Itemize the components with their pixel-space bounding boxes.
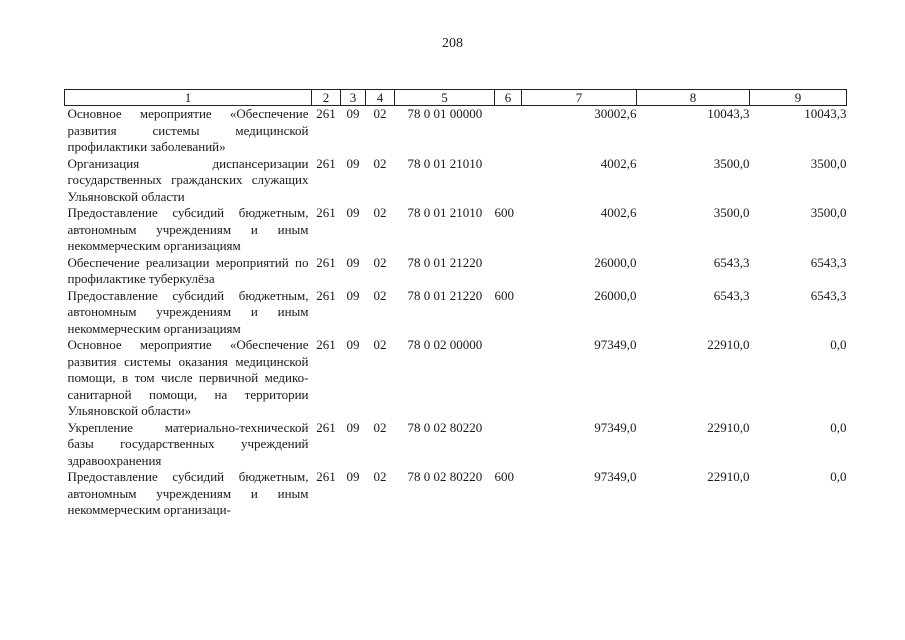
table-body [65,106,847,519]
row-amount-9: 0,0 [830,469,847,484]
row-section: 09 [346,205,360,220]
row-admin-code: 261 [316,155,336,171]
row-name: Основное мероприятие «Обеспечение развития системы оказания медицинской помощи, в том числе первичной медико-санитарной помощи, на территории Ульяновской области» [67,337,309,418]
row-amount-9: 6543,3 [810,254,847,270]
header-col-7: 7 [522,90,637,106]
header-col-8: 8 [637,90,750,106]
row-expense-type [495,255,522,288]
row-amount-8: 22910,0 [707,419,750,435]
row-amount-7: 4002,6 [600,155,637,171]
row-subsection: 02 [373,419,387,435]
row-amount-9: 0,0 [830,337,847,352]
row-admin-code: 261 [316,469,336,484]
header-col-9: 9 [750,90,847,106]
row-amount-9: 3500,0 [810,155,847,171]
row-amount-7: 97349,0 [594,419,637,435]
row-expense-type [495,106,522,156]
row-name: Предоставление субсидий бюджетным, автономным учреждениям и иным некоммерческим организациям [67,205,309,253]
row-amount-7: 4002,6 [600,205,637,220]
row-amount-9: 6543,3 [810,287,847,303]
row-admin-code: 261 [316,254,336,270]
row-subsection: 02 [373,287,387,303]
table-row [65,106,847,156]
row-name: Организация диспансеризации государственных гражданских служащих Ульяновской области [67,155,309,204]
row-target-article: 78 0 01 00000 [407,106,483,121]
row-expense-type [495,337,522,420]
row-amount-9: 10043,3 [804,106,847,121]
row-section: 09 [346,287,360,303]
row-amount-8: 22910,0 [707,469,750,484]
row-amount-8: 3500,0 [713,205,750,220]
row-target-article: 78 0 02 00000 [407,337,483,352]
row-subsection: 02 [373,254,387,270]
table-row [65,420,847,470]
row-section: 09 [346,337,360,352]
header-col-3: 3 [341,90,366,106]
row-amount-8: 10043,3 [707,106,750,121]
header-col-1: 1 [65,90,312,106]
header-col-5: 5 [395,90,495,106]
budget-table [64,89,847,519]
row-section: 09 [346,155,360,171]
row-section: 09 [346,254,360,270]
row-name: Предоставление субсидий бюджетным, автономным учреждениям и иным некоммерческим организациям [67,287,309,336]
row-target-article: 78 0 01 21010 [407,205,483,220]
table-row [65,337,847,420]
row-target-article: 78 0 02 80220 [407,419,483,435]
row-expense-type: 600 [494,205,514,220]
row-name: Обеспечение реализации мероприятий по профилактике туберкулёза [67,254,309,286]
page-number: 208 [442,36,463,51]
row-subsection: 02 [373,106,387,121]
row-amount-7: 97349,0 [594,469,637,484]
row-target-article: 78 0 02 80220 [407,469,483,484]
row-admin-code: 261 [316,205,336,220]
row-amount-8: 6543,3 [713,254,750,270]
row-amount-7: 30002,6 [594,106,637,121]
row-expense-type: 600 [494,469,514,484]
row-expense-type [495,156,522,206]
row-amount-8: 3500,0 [713,155,750,171]
row-subsection: 02 [373,205,387,220]
table-row [65,288,847,338]
row-name: Предоставление субсидий бюджетным, автономным учреждениям и иным некоммерческим организаци- [67,469,309,517]
header-col-4: 4 [366,90,395,106]
row-amount-7: 26000,0 [594,254,637,270]
row-amount-8: 6543,3 [713,287,750,303]
table-row [65,255,847,288]
row-amount-9: 3500,0 [810,205,847,220]
row-expense-type: 600 [494,287,514,303]
row-admin-code: 261 [316,287,336,303]
header-col-6: 6 [495,90,522,106]
row-admin-code: 261 [316,337,336,352]
row-expense-type [495,420,522,470]
row-target-article: 78 0 01 21220 [407,254,483,270]
row-name: Укрепление материально-технической базы государственных учреждений здравоохранения [67,419,309,468]
table-row [65,156,847,206]
table-header [65,90,847,106]
row-section: 09 [346,106,360,121]
table-row [65,205,847,255]
table-row [65,469,847,519]
row-section: 09 [346,419,360,435]
row-amount-9: 0,0 [830,419,847,435]
row-amount-8: 22910,0 [707,337,750,352]
row-subsection: 02 [373,469,387,484]
row-subsection: 02 [373,337,387,352]
row-admin-code: 261 [316,419,336,435]
header-col-2: 2 [312,90,341,106]
row-section: 09 [346,469,360,484]
row-name: Основное мероприятие «Обеспечение развития системы медицинской профилактики заболеваний» [67,106,309,154]
row-amount-7: 26000,0 [594,287,637,303]
row-target-article: 78 0 01 21010 [407,155,483,171]
row-target-article: 78 0 01 21220 [407,287,483,303]
row-amount-7: 97349,0 [594,337,637,352]
row-admin-code: 261 [316,106,336,121]
row-subsection: 02 [373,155,387,171]
